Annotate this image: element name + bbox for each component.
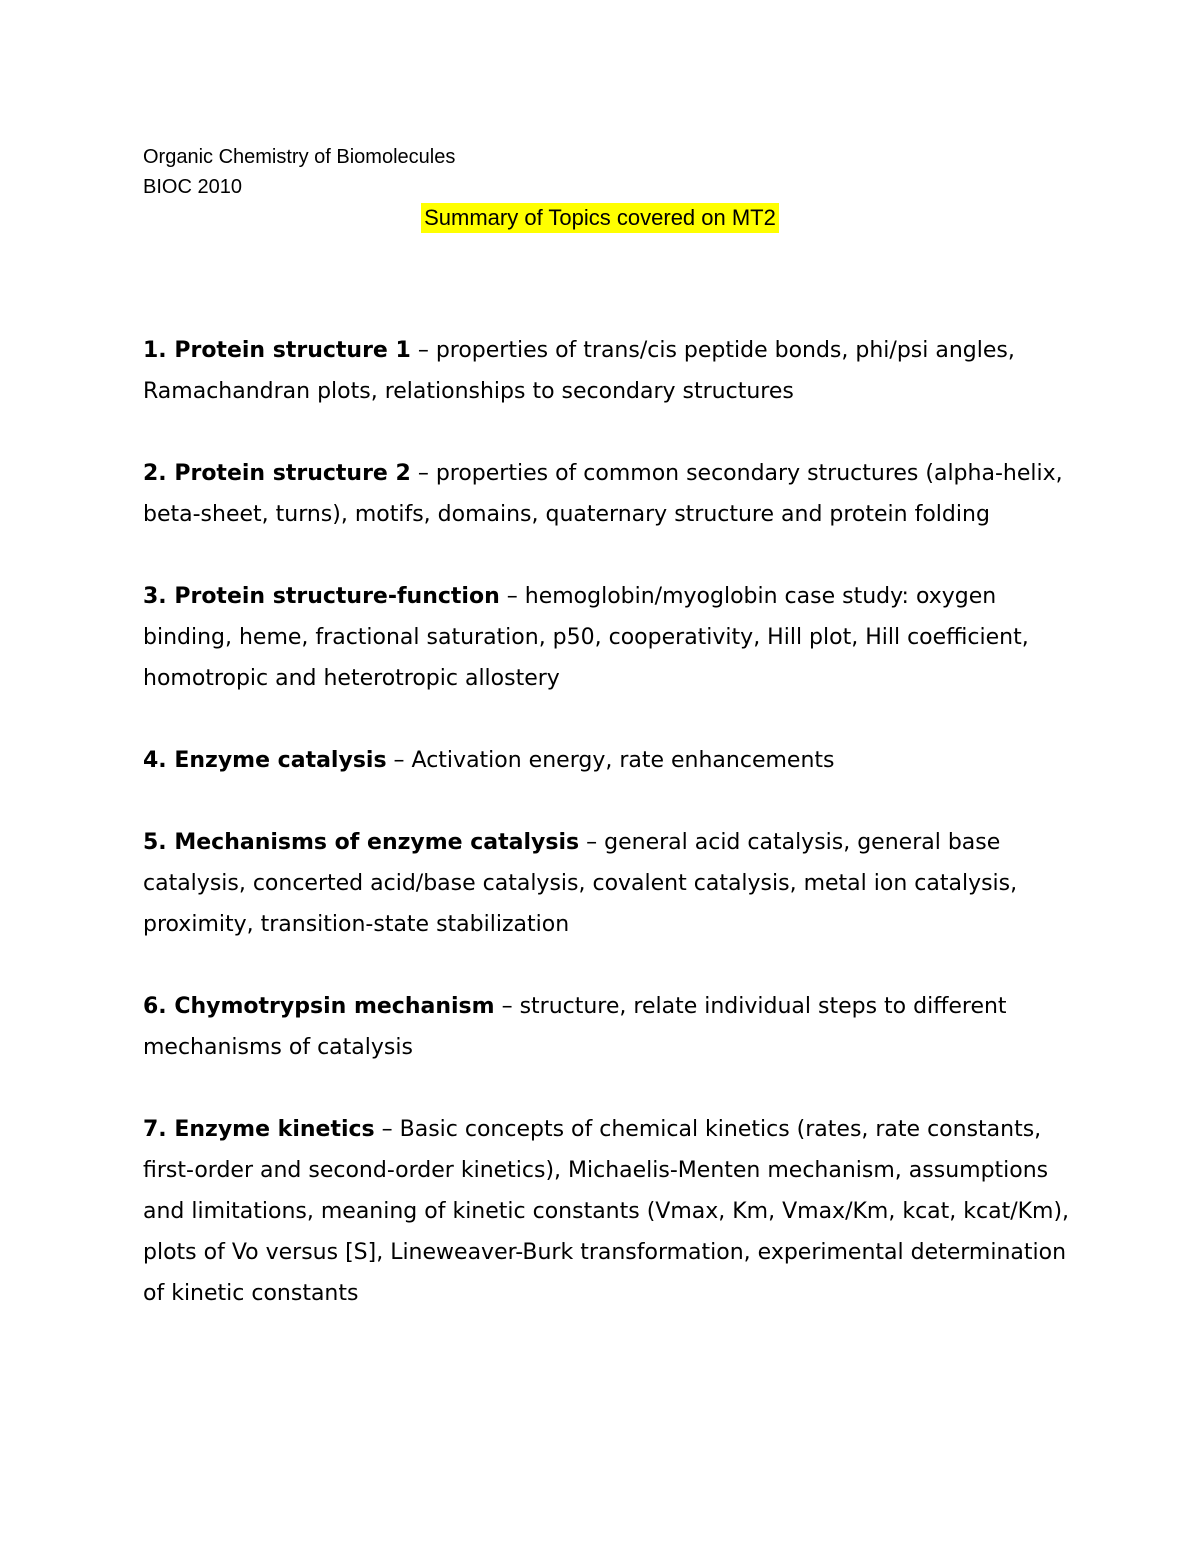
topic-separator: – — [417, 461, 429, 486]
topic-item-1 — [143, 330, 1073, 412]
topic-number: 3. — [143, 584, 167, 609]
course-title: Organic Chemistry of Biomolecules — [143, 146, 456, 168]
topic-number: 2. — [143, 461, 167, 486]
topic-heading — [143, 994, 495, 1019]
topic-separator: – — [393, 748, 405, 773]
topic-title: Protein structure 1 — [174, 338, 411, 363]
topic-separator: – — [586, 830, 598, 855]
topic-title: Chymotrypsin mechanism — [174, 994, 495, 1019]
topic-description: structure, relate individual steps to different mechanisms of catalysis — [143, 994, 1007, 1060]
topic-heading — [143, 830, 579, 855]
topic-item-3 — [143, 576, 1073, 699]
topic-item-7 — [143, 1109, 1073, 1314]
topic-separator: – — [506, 584, 518, 609]
course-code: BIOC 2010 — [143, 176, 242, 198]
topic-item-6 — [143, 986, 1073, 1068]
topic-description: properties of trans/cis peptide bonds, phi/psi angles, Ramachandran plots, relationships to secondary structures — [143, 338, 1015, 404]
topic-description: properties of common secondary structures (alpha-helix, beta-sheet, turns), motifs, domains, quaternary structure and protein folding — [143, 461, 1063, 527]
topic-number: 6. — [143, 994, 167, 1019]
topic-description: hemoglobin/myoglobin case study: oxygen binding, heme, fractional saturation, p50, cooperativity, Hill plot, Hill coefficient, homotropic and heterotropic allostery — [143, 584, 1029, 691]
topic-title: Protein structure-function — [174, 584, 500, 609]
topic-title: Enzyme kinetics — [174, 1117, 375, 1142]
topic-title: Enzyme catalysis — [174, 748, 387, 773]
topic-heading — [143, 748, 387, 773]
topic-item-4 — [143, 740, 1073, 781]
topic-heading — [143, 1117, 375, 1142]
topic-heading — [143, 461, 411, 486]
topic-number: 5. — [143, 830, 167, 855]
topic-separator: – — [381, 1117, 393, 1142]
topic-heading — [143, 338, 411, 363]
topic-description: general acid catalysis, general base catalysis, concerted acid/base catalysis, covalent catalysis, metal ion catalysis, proximity, transition-state stabilization — [143, 830, 1018, 937]
topic-separator: – — [501, 994, 513, 1019]
topic-number: 7. — [143, 1117, 167, 1142]
topic-separator: – — [417, 338, 429, 363]
topic-title: Mechanisms of enzyme catalysis — [174, 830, 580, 855]
topic-item-5 — [143, 822, 1073, 945]
topic-list — [143, 330, 1073, 1355]
topic-description: Basic concepts of chemical kinetics (rates, rate constants, first-order and second-order kinetics), Michaelis-Menten mechanism, assumptions and limitations, meaning of kinetic constants (Vmax, Km, Vmax/Km, kcat, kcat/Km), plots of Vo versus [S], Lineweaver-Burk transformation, experimental determination of kinetic constants — [143, 1117, 1070, 1306]
topic-heading — [143, 584, 500, 609]
subtitle-container — [0, 203, 1200, 233]
topic-title: Protein structure 2 — [174, 461, 411, 486]
topic-number: 1. — [143, 338, 167, 363]
topic-number: 4. — [143, 748, 167, 773]
topic-description: Activation energy, rate enhancements — [411, 748, 835, 773]
highlighted-subtitle: Summary of Topics covered on MT2 — [421, 203, 779, 233]
topic-item-2 — [143, 453, 1073, 535]
